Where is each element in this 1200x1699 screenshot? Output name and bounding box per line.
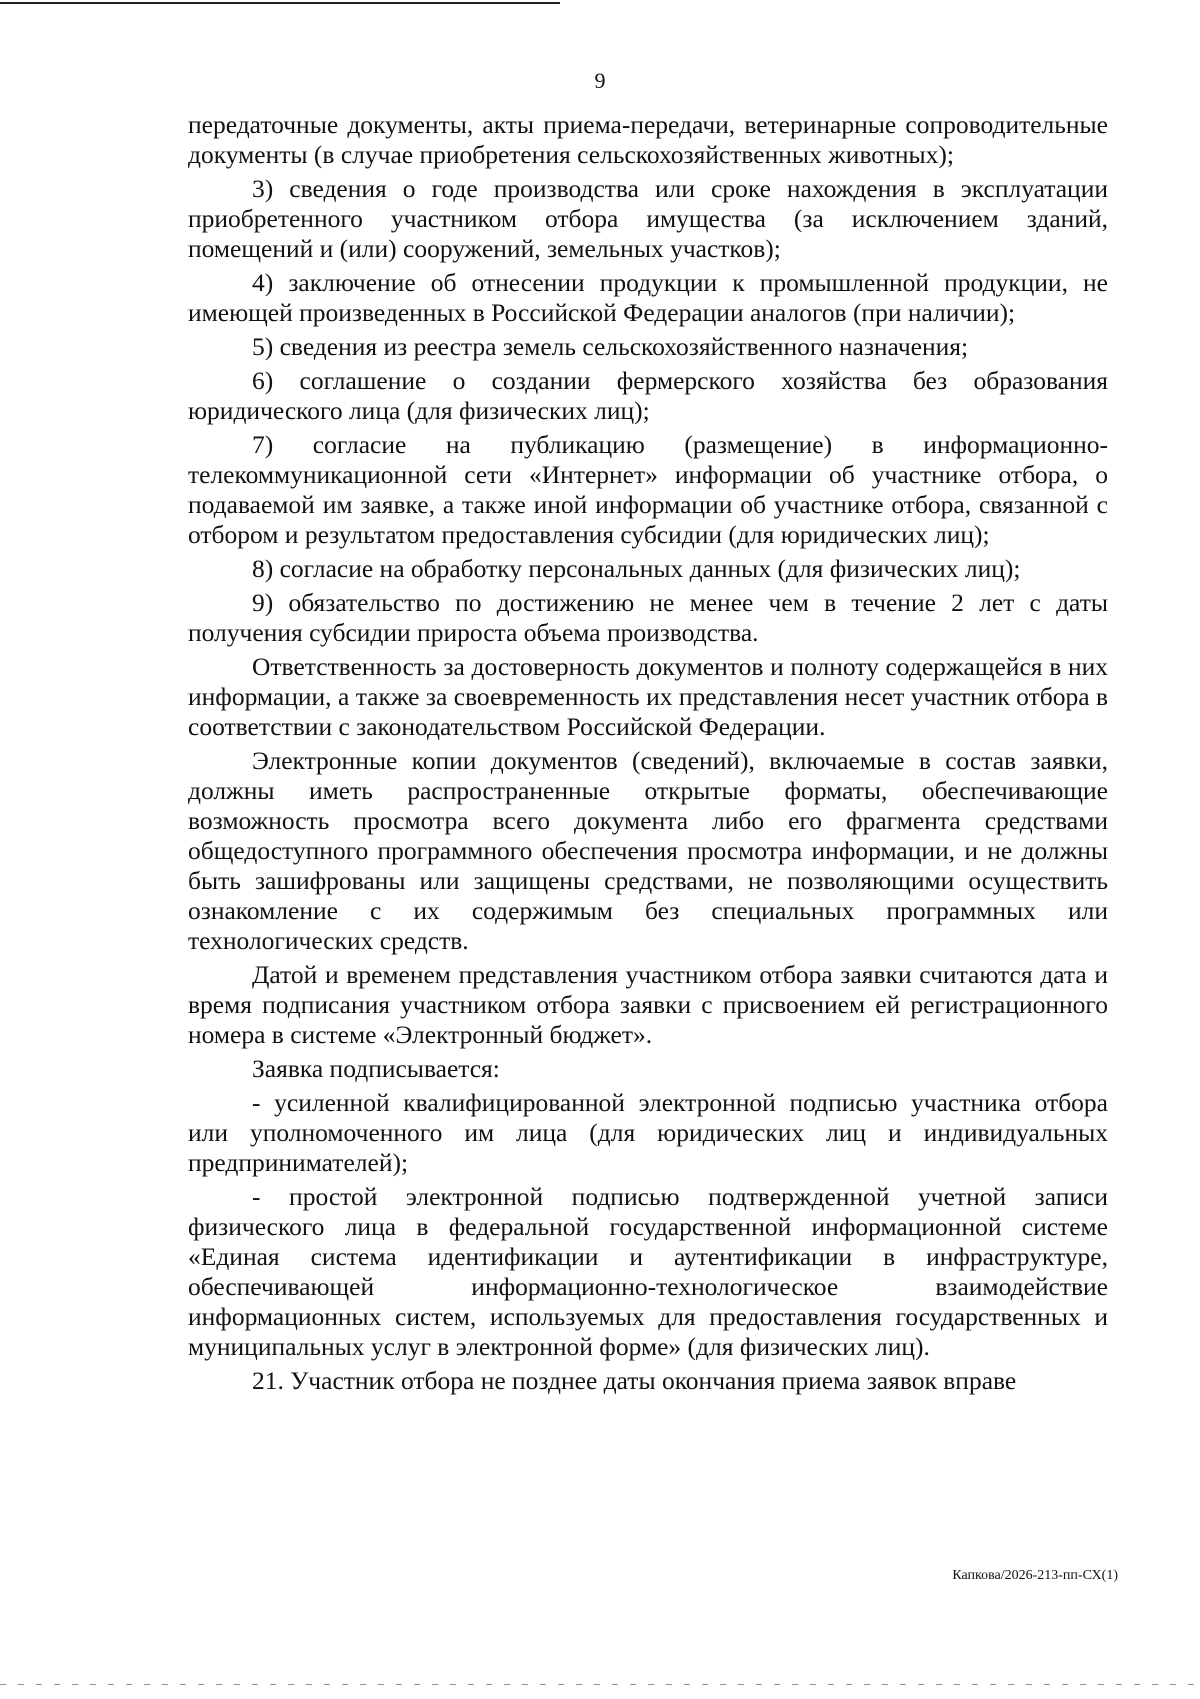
document-id-footer: Капкова/2026-213-пп-СХ(1) [952, 1568, 1118, 1583]
list-item-8: 8) согласие на обработку персональных данных (для физических лиц); [252, 554, 1021, 583]
list-item-9: 9) обязательство по достижению не менее чем в течение 2 лет с даты получения субсидии прироста объема производства. [188, 588, 1108, 647]
paragraph-item-21: 21. Участник отбора не позднее даты окончания приема заявок вправе [252, 1366, 1017, 1395]
list-item-5: 5) сведения из реестра земель сельскохозяйственного назначения; [252, 332, 969, 361]
dash-item-qualified-signature: - усиленной квалифицированной электронной подписью участника отбора или уполномоченного им лица (для юридических лиц и индивидуальных предпринимателей); [188, 1088, 1108, 1177]
page-number: 9 [594, 68, 606, 93]
paragraph-submission-date: Датой и временем представления участником отбора заявки считаются дата и время подписания участником отбора заявки с присвоением ей регистрационного номера в системе «Электронный бюджет». [188, 960, 1108, 1049]
list-item-3: 3) сведения о годе производства или сроке нахождения в эксплуатации приобретенного участником отбора имущества (за исключением зданий, помещений и (или) сооружений, земельных участков); [188, 174, 1108, 263]
paragraph-signing-intro: Заявка подписывается: [252, 1054, 500, 1083]
list-item-6: 6) соглашение о создании фермерского хозяйства без образования юридического лица (для физических лиц); [188, 366, 1108, 425]
top-edge-line [0, 2, 560, 4]
list-item-7: 7) согласие на публикацию (размещение) в информационно-телекоммуникационной сети «Интернет» информации об участнике отбора, о подаваемой им заявке, а также иной информации об участнике отбора, связанной с отбором и результатом предоставления субсидии (для юридических лиц); [188, 430, 1108, 549]
dash-item-simple-signature: - простой электронной подписью подтвержденной учетной записи физического лица в федеральной государственной информационной системе «Единая система идентификации и аутентификации в инфраструктуре, обеспечивающей информационно-технологическое взаимодействие информационных систем, используемых для предоставления государственных и муниципальных услуг в электронной форме» (для физических лиц). [188, 1182, 1108, 1361]
document-body [188, 110, 1108, 1400]
paragraph-continuation: передаточные документы, акты приема-передачи, ветеринарные сопроводительные документы (в случае приобретения сельскохозяйственных животных); [188, 110, 1108, 169]
paragraph-electronic-copies: Электронные копии документов (сведений), включаемые в состав заявки, должны иметь распространенные открытые форматы, обеспечивающие возможность просмотра всего документа либо его фрагмента средствами общедоступного программного обеспечения просмотра информации, и не должны быть зашифрованы или защищены средствами, не позволяющими осуществить ознакомление с их содержимым без специальных программных или технологических средств. [188, 746, 1108, 955]
bottom-edge-line [0, 1684, 1200, 1685]
paragraph-responsibility: Ответственность за достоверность документов и полноту содержащейся в них информации, а также за своевременность их представления несет участник отбора в соответствии с законодательством Российской Федерации. [188, 652, 1108, 741]
list-item-4: 4) заключение об отнесении продукции к промышленной продукции, не имеющей произведенных в Российской Федерации аналогов (при наличии); [188, 268, 1108, 327]
